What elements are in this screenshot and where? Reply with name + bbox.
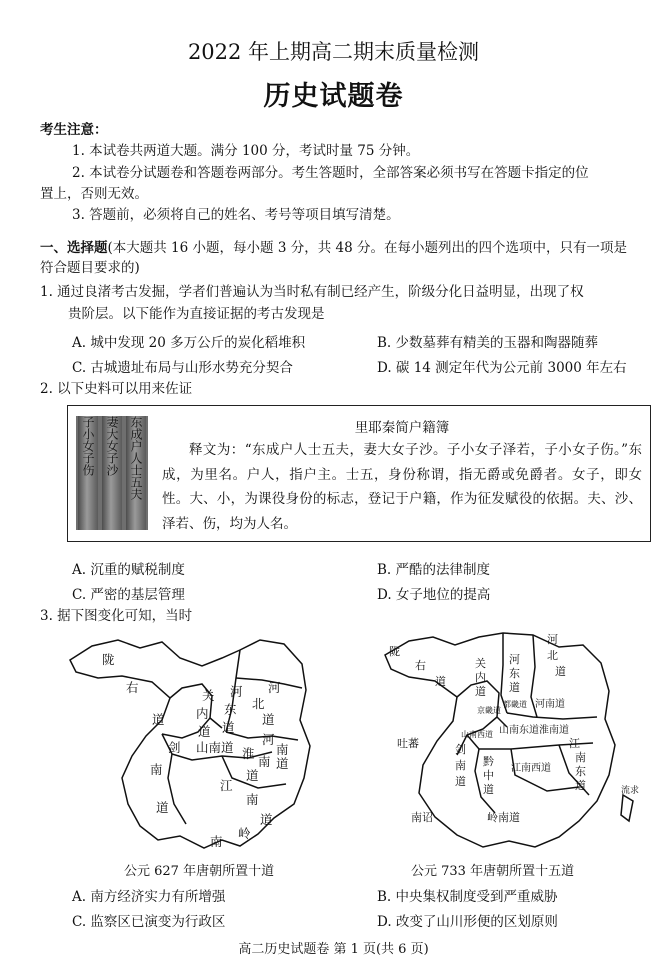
notice-heading: 考生注意： (40, 122, 108, 138)
map2-label: 山南西道 (461, 730, 493, 739)
map2-label: 北 (547, 650, 558, 662)
notice-item-2-cont: 置上，否则无效。 (40, 186, 148, 202)
q2-option-b: B. 严酷的法律制度 (377, 562, 491, 578)
map1-label: 南 (150, 763, 163, 777)
map2-label: 关 (475, 658, 486, 670)
map2-label: 黔 (483, 756, 494, 768)
q3-option-c: C. 监察区已演变为行政区 (72, 914, 226, 930)
q2-option-a: A. 沉重的赋税制度 (72, 562, 185, 578)
map2-label: 剑 (455, 744, 466, 756)
map2-label: 河 (509, 654, 520, 666)
map-627-ten-circuits (62, 628, 324, 856)
source-title: 里耶秦简户籍簿 (354, 420, 450, 436)
map2-label: 道 (435, 676, 446, 688)
map1-label: 道 (246, 769, 259, 783)
map2-label: 流求 (621, 785, 640, 795)
map2-label: 吐蕃 (397, 738, 419, 750)
bamboo-strip: 子小女子伤 (78, 416, 98, 530)
subject-title: 历史试题卷 (263, 81, 404, 112)
map1-label: 东 (224, 703, 237, 717)
map1-label: 河 (230, 685, 243, 699)
map1-label: 南 (276, 743, 289, 757)
map1-label: 北 (252, 697, 265, 711)
map2-label: 东 (575, 766, 586, 778)
map1-label: 河 (268, 681, 281, 695)
q1-option-a: A. 城中发现 20 多万公斤的炭化稻堆积 (72, 335, 306, 351)
map2-label: 道 (455, 776, 466, 788)
map2-label: 南 (455, 760, 466, 772)
q1-stem-cont: 贵阶层。以下能作为直接证据的考古发现是 (68, 306, 325, 322)
map1-label: 右 (126, 681, 139, 695)
map2-islands (621, 795, 633, 821)
section-heading (40, 239, 627, 257)
map2-label: 东 (509, 668, 520, 680)
map1-label: 南 (210, 835, 223, 849)
map1-label: 陇 (102, 653, 115, 667)
section-heading-cont: 符合题目要求的) (40, 260, 140, 276)
section-label: 一、选择题 (40, 240, 108, 256)
q1-option-d: D. 碳 14 测定年代为公元前 3000 年左右 (377, 360, 627, 376)
map2-label: 南 (575, 752, 586, 764)
map-733-fifteen-circuits (383, 625, 645, 857)
map1-label: 江 (220, 779, 233, 793)
map2-label: 道 (509, 682, 520, 694)
bamboo-slip-image (76, 416, 148, 530)
q3-option-b: B. 中央集权制度受到严重威胁 (377, 889, 558, 905)
map1-label: 南 (246, 793, 259, 807)
map1-caption: 公元 627 年唐朝所置十道 (124, 864, 275, 879)
source-text: 释文为：“东成户人士五夫，妻大女子沙。子小女子泽若，子小女子伤。”东成，为里名。户人，指户主。士五，身份称谓，指无爵或免爵者。女子，即女性。大、小，为课役身份的标志，登记于户籍，作为征发赋役的依据。夫、沙、泽若、伤，均为人名。 (162, 442, 642, 532)
map2-label: 道 (575, 780, 586, 792)
section-instructions: (本大题共 16 小题，每小题 3 分，共 48 分。在每小题列出的四个选项中，只有一项是 (107, 240, 627, 256)
map2-label: 江南西道 (511, 763, 551, 774)
q3-option-a: A. 南方经济实力有所增强 (72, 889, 226, 905)
map1-label: 道 (222, 721, 235, 735)
map2-label: 山南东道 (499, 725, 539, 736)
map2-label: 河 (547, 634, 558, 646)
map1-label: 道 (198, 725, 211, 739)
map1-label: 道 (260, 813, 273, 827)
map2-label: 道 (555, 666, 566, 678)
map1-label: 道 (156, 801, 169, 815)
map2-label: 道 (475, 686, 486, 698)
map2-border (507, 713, 597, 719)
map2-label: 京畿道 (477, 706, 501, 715)
q1-option-b: B. 少数墓葬有精美的玉器和陶器随葬 (377, 335, 599, 351)
map1-label: 内 (196, 707, 209, 721)
map1-label: 道 (152, 713, 165, 727)
q3-stem: 3. 据下图变化可知，当时 (40, 608, 193, 624)
map2-label: 陇 (389, 646, 400, 658)
map1-label: 河 (262, 733, 275, 747)
q2-stem: 2. 以下史料可以用来佐证 (40, 381, 193, 397)
bamboo-strip: 妻大女子沙 (102, 416, 122, 530)
map1-label: 南 (258, 755, 271, 769)
map2-label: 淮南道 (539, 725, 569, 736)
q3-option-d: D. 改变了山川形便的区划原则 (377, 914, 558, 930)
map2-label: 江 (569, 738, 580, 750)
map2-label: 岭南道 (487, 812, 520, 824)
notice-item-2: 2. 本试卷分试题卷和答题卷两部分。考生答题时，全部答案必须书写在答题卡指定的位 (72, 165, 589, 181)
q1-stem: 1. 通过良渚考古发掘，学者们普遍认为当时私有制已经产生，阶级分化日益明显，出现了权 (40, 284, 584, 300)
map1-label: 淮 (242, 747, 255, 761)
map1-label: 岭 (238, 827, 251, 841)
map2-label: 中 (483, 770, 494, 782)
exam-title: 2022 年上期高二期末质量检测 (187, 40, 480, 64)
notice-item-1: 1. 本试卷共两道大题。满分 100 分，考试时量 75 分钟。 (72, 143, 420, 159)
map1-label: 剑 (168, 741, 181, 755)
map2-label: 南诏 (411, 812, 433, 824)
q2-option-c: C. 严密的基层管理 (72, 587, 185, 603)
page-footer: 高二历史试题卷 第 1 页(共 6 页) (238, 942, 429, 957)
map2-label: 内 (475, 672, 486, 684)
map1-label: 道 (276, 757, 289, 771)
q2-option-d: D. 女子地位的提高 (377, 587, 491, 603)
map2-label: 右 (415, 660, 426, 672)
map2-label: 河南道 (535, 699, 565, 710)
map1-label: 关 (202, 689, 215, 703)
map1-label: 山南道 (196, 741, 234, 755)
map1-border (168, 754, 186, 824)
bamboo-strip: 东成户人士五夫 (126, 416, 146, 530)
map2-label: 都畿道 (503, 700, 527, 709)
notice-item-3: 3. 答题前，必须将自己的姓名、考号等项目填写清楚。 (72, 207, 400, 223)
q1-option-c: C. 古城遗址布局与山形水势充分契合 (72, 360, 293, 376)
map1-label: 道 (262, 713, 275, 727)
map2-caption: 公元 733 年唐朝所置十五道 (411, 864, 575, 879)
source-box (67, 405, 651, 542)
map2-label: 道 (483, 784, 494, 796)
